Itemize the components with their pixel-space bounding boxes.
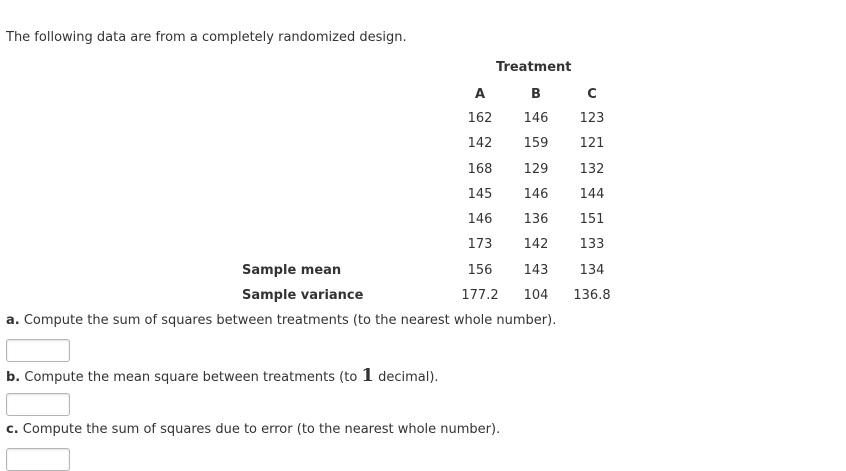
column-header-c: C xyxy=(587,87,597,102)
table-cell: 144 xyxy=(579,187,605,202)
table-cell: 133 xyxy=(579,237,605,252)
table-cell: 168 xyxy=(467,162,493,177)
question-b-letter: b. xyxy=(6,370,21,385)
table-cell: 173 xyxy=(467,237,493,252)
answer-input-a[interactable] xyxy=(6,339,70,362)
treatment-header: Treatment xyxy=(496,60,572,75)
sample-mean-b: 143 xyxy=(523,263,549,278)
table-cell: 146 xyxy=(523,111,549,126)
question-a-text: Compute the sum of squares between treatments (to the nearest whole number). xyxy=(19,313,557,328)
question-a xyxy=(6,313,556,328)
question-b-decimals: 1 xyxy=(361,365,374,386)
column-header-b: B xyxy=(531,87,541,102)
question-c xyxy=(6,422,500,437)
table-cell: 121 xyxy=(579,136,605,151)
table-cell: 123 xyxy=(579,111,605,126)
question-b xyxy=(6,365,439,386)
question-b-text-before: Compute the mean square between treatments (to xyxy=(20,370,362,385)
question-a-letter: a. xyxy=(6,313,20,328)
column-header-a: A xyxy=(474,87,486,102)
sample-mean-a: 156 xyxy=(467,263,493,278)
question-b-text-after: decimal). xyxy=(373,370,439,385)
table-cell: 132 xyxy=(579,162,605,177)
sample-variance-a: 177.2 xyxy=(461,288,499,303)
table-cell: 146 xyxy=(523,187,549,202)
table-cell: 142 xyxy=(467,136,493,151)
intro-text: The following data are from a completely randomized design. xyxy=(6,30,407,45)
table-cell: 151 xyxy=(579,212,605,227)
table-cell: 162 xyxy=(467,111,493,126)
table-cell: 145 xyxy=(467,187,493,202)
sample-variance-label: Sample variance xyxy=(242,288,364,303)
answer-input-b[interactable] xyxy=(6,393,70,416)
table-cell: 159 xyxy=(523,136,549,151)
question-c-letter: c. xyxy=(6,422,19,437)
sample-mean-c: 134 xyxy=(579,263,605,278)
table-cell: 142 xyxy=(523,237,549,252)
sample-variance-c: 136.8 xyxy=(573,288,611,303)
sample-variance-b: 104 xyxy=(523,288,549,303)
question-c-text: Compute the sum of squares due to error (to the nearest whole number). xyxy=(18,422,501,437)
sample-mean-label: Sample mean xyxy=(242,263,342,278)
table-cell: 136 xyxy=(523,212,549,227)
table-cell: 129 xyxy=(523,162,549,177)
table-cell: 146 xyxy=(467,212,493,227)
answer-input-c[interactable] xyxy=(6,448,70,471)
